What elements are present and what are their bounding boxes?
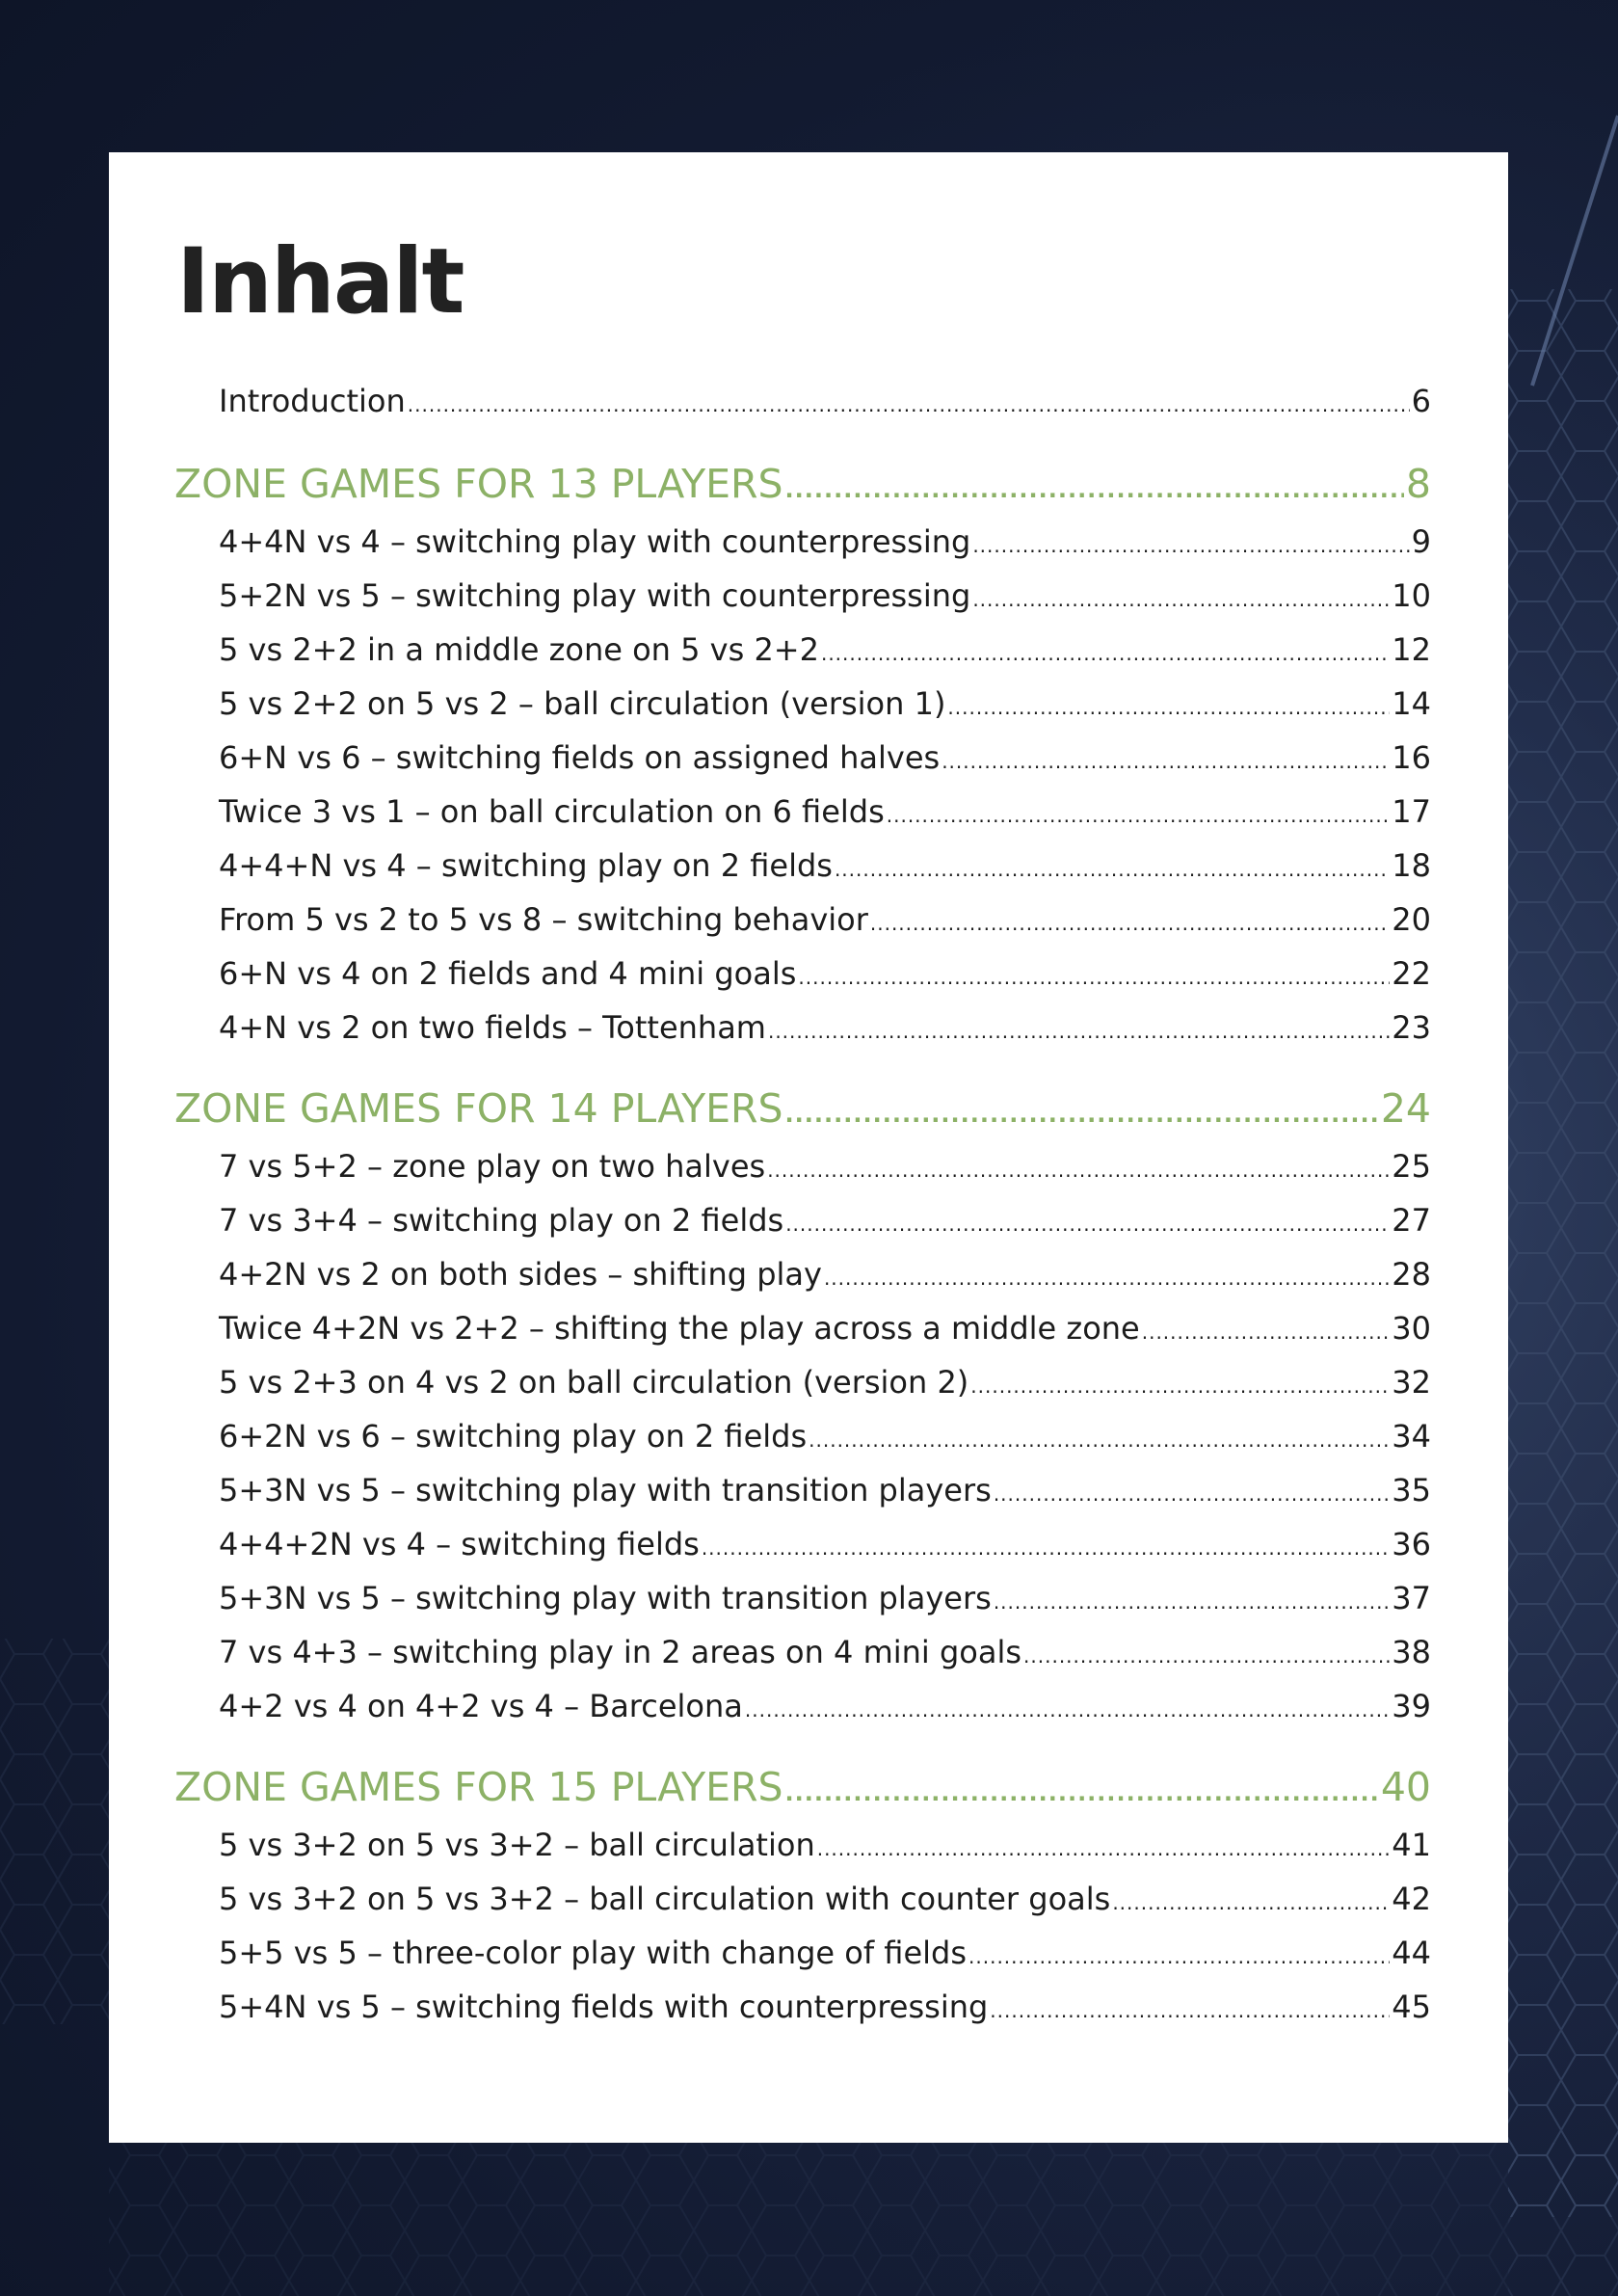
toc-entry-label: 7 vs 5+2 – zone play on two halves [219, 1139, 765, 1193]
toc-entry[interactable] [219, 785, 1431, 839]
toc-entry[interactable] [219, 677, 1431, 731]
dot-leader [968, 1930, 1390, 1984]
dot-leader [994, 1467, 1390, 1521]
toc-entry[interactable] [219, 515, 1431, 569]
toc-entry[interactable] [219, 1980, 1431, 2034]
toc-entry-page: 22 [1392, 947, 1431, 1001]
toc-section-label: ZONE GAMES FOR 13 PLAYERS [174, 453, 783, 515]
toc-section-heading[interactable] [174, 453, 1431, 515]
toc-entry-page: 17 [1392, 785, 1431, 839]
toc-entry-label: Introduction [219, 374, 406, 428]
toc-entry-label: Twice 3 vs 1 – on ball circulation on 6 fields [219, 785, 885, 839]
toc-section-heading[interactable] [174, 1078, 1431, 1139]
toc-entry-label: 5 vs 2+2 on 5 vs 2 – ball circulation (version 1) [219, 677, 945, 731]
toc-entry[interactable] [219, 1139, 1431, 1193]
dot-leader [745, 1683, 1390, 1737]
toc-entry-label: 5+4N vs 5 – switching fields with counterpressing [219, 1980, 988, 2034]
dot-leader [798, 950, 1390, 1004]
toc-entry-label: 4+N vs 2 on two fields – Tottenham [219, 1001, 766, 1055]
dot-leader [785, 1762, 1379, 1824]
toc-entry[interactable] [219, 1679, 1431, 1733]
toc-entry-page: 9 [1412, 515, 1431, 569]
toc-entry-label: 6+N vs 4 on 2 fields and 4 mini goals [219, 947, 796, 1001]
dot-leader [994, 1575, 1390, 1629]
dot-leader [835, 842, 1390, 896]
toc-entry-page: 41 [1392, 1818, 1431, 1872]
toc-entry-label: 6+N vs 6 – switching fields on assigned halves [219, 731, 940, 785]
toc-entry-page: 42 [1392, 1872, 1431, 1926]
dot-leader [785, 1083, 1379, 1145]
toc-entry-label: 7 vs 4+3 – switching play in 2 areas on 4 mini goals [219, 1625, 1021, 1679]
dot-leader [1023, 1629, 1390, 1683]
toc-entry-page: 16 [1392, 731, 1431, 785]
toc-entry[interactable] [219, 1818, 1431, 1872]
toc-entry[interactable] [219, 569, 1431, 623]
toc-entry-label: 4+4+N vs 4 – switching play on 2 fields [219, 839, 833, 893]
toc-entry-label: 5+3N vs 5 – switching play with transition players [219, 1571, 992, 1625]
toc-entry-page: 25 [1392, 1139, 1431, 1193]
dot-leader [1142, 1305, 1391, 1359]
toc-entry-page: 30 [1392, 1301, 1431, 1355]
dot-leader [972, 573, 1390, 627]
dot-leader [942, 734, 1390, 788]
toc-entry[interactable] [219, 1301, 1431, 1355]
toc-section-page: 40 [1381, 1756, 1431, 1818]
toc-entry-page: 38 [1392, 1625, 1431, 1679]
toc-entry-page: 20 [1392, 893, 1431, 947]
toc-panel [109, 152, 1508, 2143]
toc-entry[interactable] [219, 1625, 1431, 1679]
toc-entry-page: 10 [1392, 569, 1431, 623]
toc-entry[interactable] [219, 1571, 1431, 1625]
toc-entry-page: 32 [1392, 1355, 1431, 1409]
toc-entry-introduction[interactable] [219, 374, 1431, 428]
toc-entry-page: 27 [1392, 1193, 1431, 1247]
dot-leader [821, 627, 1390, 681]
toc-entry[interactable] [219, 893, 1431, 947]
toc-entry-page: 18 [1392, 839, 1431, 893]
toc-entry-label: 5+3N vs 5 – switching play with transition players [219, 1463, 992, 1517]
dot-leader [408, 378, 1410, 432]
toc-section-page: 24 [1381, 1078, 1431, 1139]
toc-entry-label: 5 vs 3+2 on 5 vs 3+2 – ball circulation with counter goals [219, 1872, 1110, 1926]
toc-section-label: ZONE GAMES FOR 15 PLAYERS [174, 1756, 783, 1818]
toc-entry[interactable] [219, 1193, 1431, 1247]
toc-entry-label: 7 vs 3+4 – switching play on 2 fields [219, 1193, 783, 1247]
toc-entry-page: 35 [1392, 1463, 1431, 1517]
toc-entry-page: 37 [1392, 1571, 1431, 1625]
toc-entry[interactable] [219, 1872, 1431, 1926]
dot-leader [972, 519, 1409, 573]
toc-entry-page: 45 [1392, 1980, 1431, 2034]
dot-leader [1112, 1876, 1390, 1930]
toc-entry-label: Twice 4+2N vs 2+2 – shifting the play across a middle zone [219, 1301, 1140, 1355]
toc-entry-page: 34 [1392, 1409, 1431, 1463]
toc-entry-page: 12 [1392, 623, 1431, 677]
toc-entry-label: 5 vs 2+3 on 4 vs 2 on ball circulation (version 2) [219, 1355, 968, 1409]
toc-entry[interactable] [219, 1001, 1431, 1055]
toc-entry-label: 4+4N vs 4 – switching play with counterpressing [219, 515, 970, 569]
toc-entry[interactable] [219, 1517, 1431, 1571]
toc-entry-page: 6 [1412, 374, 1431, 428]
dot-leader [809, 1413, 1390, 1467]
dot-leader [702, 1521, 1390, 1575]
dot-leader [817, 1822, 1391, 1876]
toc-entry[interactable] [219, 731, 1431, 785]
toc-entry-label: 5+5 vs 5 – three-color play with change of fields [219, 1926, 967, 1980]
dot-leader [785, 1197, 1390, 1251]
toc-entry-label: 5 vs 2+2 in a middle zone on 5 vs 2+2 [219, 623, 819, 677]
dot-leader [785, 459, 1404, 521]
toc-entry[interactable] [219, 623, 1431, 677]
toc-section-page: 8 [1406, 453, 1431, 515]
dot-leader [887, 788, 1391, 842]
dot-leader [824, 1251, 1390, 1305]
toc-entry-label: From 5 vs 2 to 5 vs 8 – switching behavior [219, 893, 868, 947]
toc-entry-page: 44 [1392, 1926, 1431, 1980]
toc-entry[interactable] [219, 1355, 1431, 1409]
dot-leader [970, 1359, 1390, 1413]
toc-entry-page: 39 [1392, 1679, 1431, 1733]
table-of-contents [109, 374, 1508, 2034]
toc-entry-label: 5+2N vs 5 – switching play with counterpressing [219, 569, 970, 623]
toc-entry-label: 4+4+2N vs 4 – switching fields [219, 1517, 700, 1571]
toc-section-label: ZONE GAMES FOR 14 PLAYERS [174, 1078, 783, 1139]
toc-entry[interactable] [219, 1247, 1431, 1301]
toc-entry-page: 14 [1392, 677, 1431, 731]
toc-entry[interactable] [219, 1409, 1431, 1463]
dot-leader [947, 681, 1390, 734]
toc-entry-label: 5 vs 3+2 on 5 vs 3+2 – ball circulation [219, 1818, 815, 1872]
page-title: Inhalt [176, 229, 464, 334]
toc-entry-page: 36 [1392, 1517, 1431, 1571]
toc-entry-page: 23 [1392, 1001, 1431, 1055]
toc-entry[interactable] [219, 839, 1431, 893]
toc-entry[interactable] [219, 947, 1431, 1001]
dot-leader [768, 1004, 1390, 1058]
toc-entry-page: 28 [1392, 1247, 1431, 1301]
toc-entry-label: 4+2 vs 4 on 4+2 vs 4 – Barcelona [219, 1679, 743, 1733]
dot-leader [870, 896, 1390, 950]
dot-leader [990, 1984, 1390, 2038]
toc-entry[interactable] [219, 1926, 1431, 1980]
dot-leader [767, 1143, 1390, 1197]
toc-section-heading[interactable] [174, 1756, 1431, 1818]
toc-entry-label: 4+2N vs 2 on both sides – shifting play [219, 1247, 822, 1301]
toc-entry-label: 6+2N vs 6 – switching play on 2 fields [219, 1409, 807, 1463]
toc-entry[interactable] [219, 1463, 1431, 1517]
